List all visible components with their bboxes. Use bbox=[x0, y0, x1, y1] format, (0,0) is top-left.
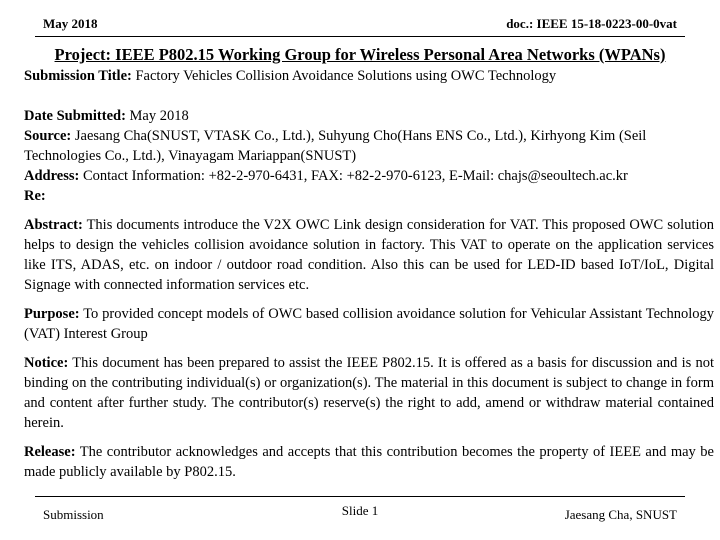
address-line bbox=[24, 166, 714, 186]
header-rule bbox=[35, 36, 685, 37]
submission-title-line bbox=[24, 66, 714, 86]
re-label: Re: bbox=[24, 188, 46, 204]
footer-submission: Submission bbox=[43, 507, 104, 522]
header-date: May 2018 bbox=[43, 16, 98, 31]
address-value: Contact Information: +82-2-970-6431, FAX: +82-2-970-6123, E-Mail: chajs@seoultech.ac.kr bbox=[82, 168, 628, 184]
abstract-label: Abstract: bbox=[24, 217, 83, 233]
purpose-paragraph bbox=[24, 304, 714, 344]
release-value: The contributor acknowledges and accepts that this contribution becomes the property of IEEE and may be made publicly available by P802.15. bbox=[24, 444, 714, 480]
abstract-paragraph bbox=[24, 215, 714, 295]
source-label: Source: bbox=[24, 128, 72, 144]
footer-slide-number: Slide 1 bbox=[341, 503, 379, 518]
submission-title-value: Factory Vehicles Collision Avoidance Solutions using OWC Technology bbox=[135, 68, 557, 84]
address-label: Address: bbox=[24, 168, 80, 184]
document-body bbox=[24, 66, 714, 482]
re-line bbox=[24, 186, 714, 206]
footer-author: Jaesang Cha, SNUST bbox=[564, 507, 677, 522]
abstract-value: This documents introduce the V2X OWC Link design consideration for VAT. This proposed OWC solution helps to design the vehicles collision avoidance solution in factory. This VAT to operate on the application services like ITS, ADAS, etc. on indoor / outdoor road condition. Also this can be used for LED-ID based IoT/IoL, Digital Signage with connected information services etc. bbox=[24, 217, 714, 293]
date-submitted-value: May 2018 bbox=[129, 108, 189, 124]
notice-value: This document has been prepared to assist the IEEE P802.15. It is offered as a basis for discussion and is not binding on the contributing individual(s) or organization(s). The material in this document is subject to change in form and content after further study. The contributor(s) reserve(s) the right to add, amend or withdraw material contained herein. bbox=[24, 355, 714, 431]
source-value: Jaesang Cha(SNUST, VTASK Co., Ltd.), Suhyung Cho(Hans ENS Co., Ltd.), Kirhyong Kim (Seil Technologies Co., Ltd.), Vinayagam Mariappan(SNUST) bbox=[24, 128, 647, 164]
date-submitted-line bbox=[24, 106, 714, 126]
purpose-label: Purpose: bbox=[24, 306, 80, 322]
submission-title-label: Submission Title: bbox=[24, 68, 132, 84]
date-submitted-label: Date Submitted: bbox=[24, 108, 126, 124]
notice-label: Notice: bbox=[24, 355, 69, 371]
footer-rule bbox=[35, 496, 685, 497]
page-title: Project: IEEE P802.15 Working Group for Wireless Personal Area Networks (WPANs) bbox=[54, 45, 666, 64]
release-label: Release: bbox=[24, 444, 76, 460]
purpose-value: To provided concept models of OWC based collision avoidance solution for Vehicular Assistant Technology (VAT) Interest Group bbox=[24, 306, 714, 342]
source-line bbox=[24, 126, 714, 166]
notice-paragraph bbox=[24, 353, 714, 433]
header-doc-id: doc.: IEEE 15-18-0223-00-0vat bbox=[506, 16, 677, 31]
release-paragraph bbox=[24, 442, 714, 482]
